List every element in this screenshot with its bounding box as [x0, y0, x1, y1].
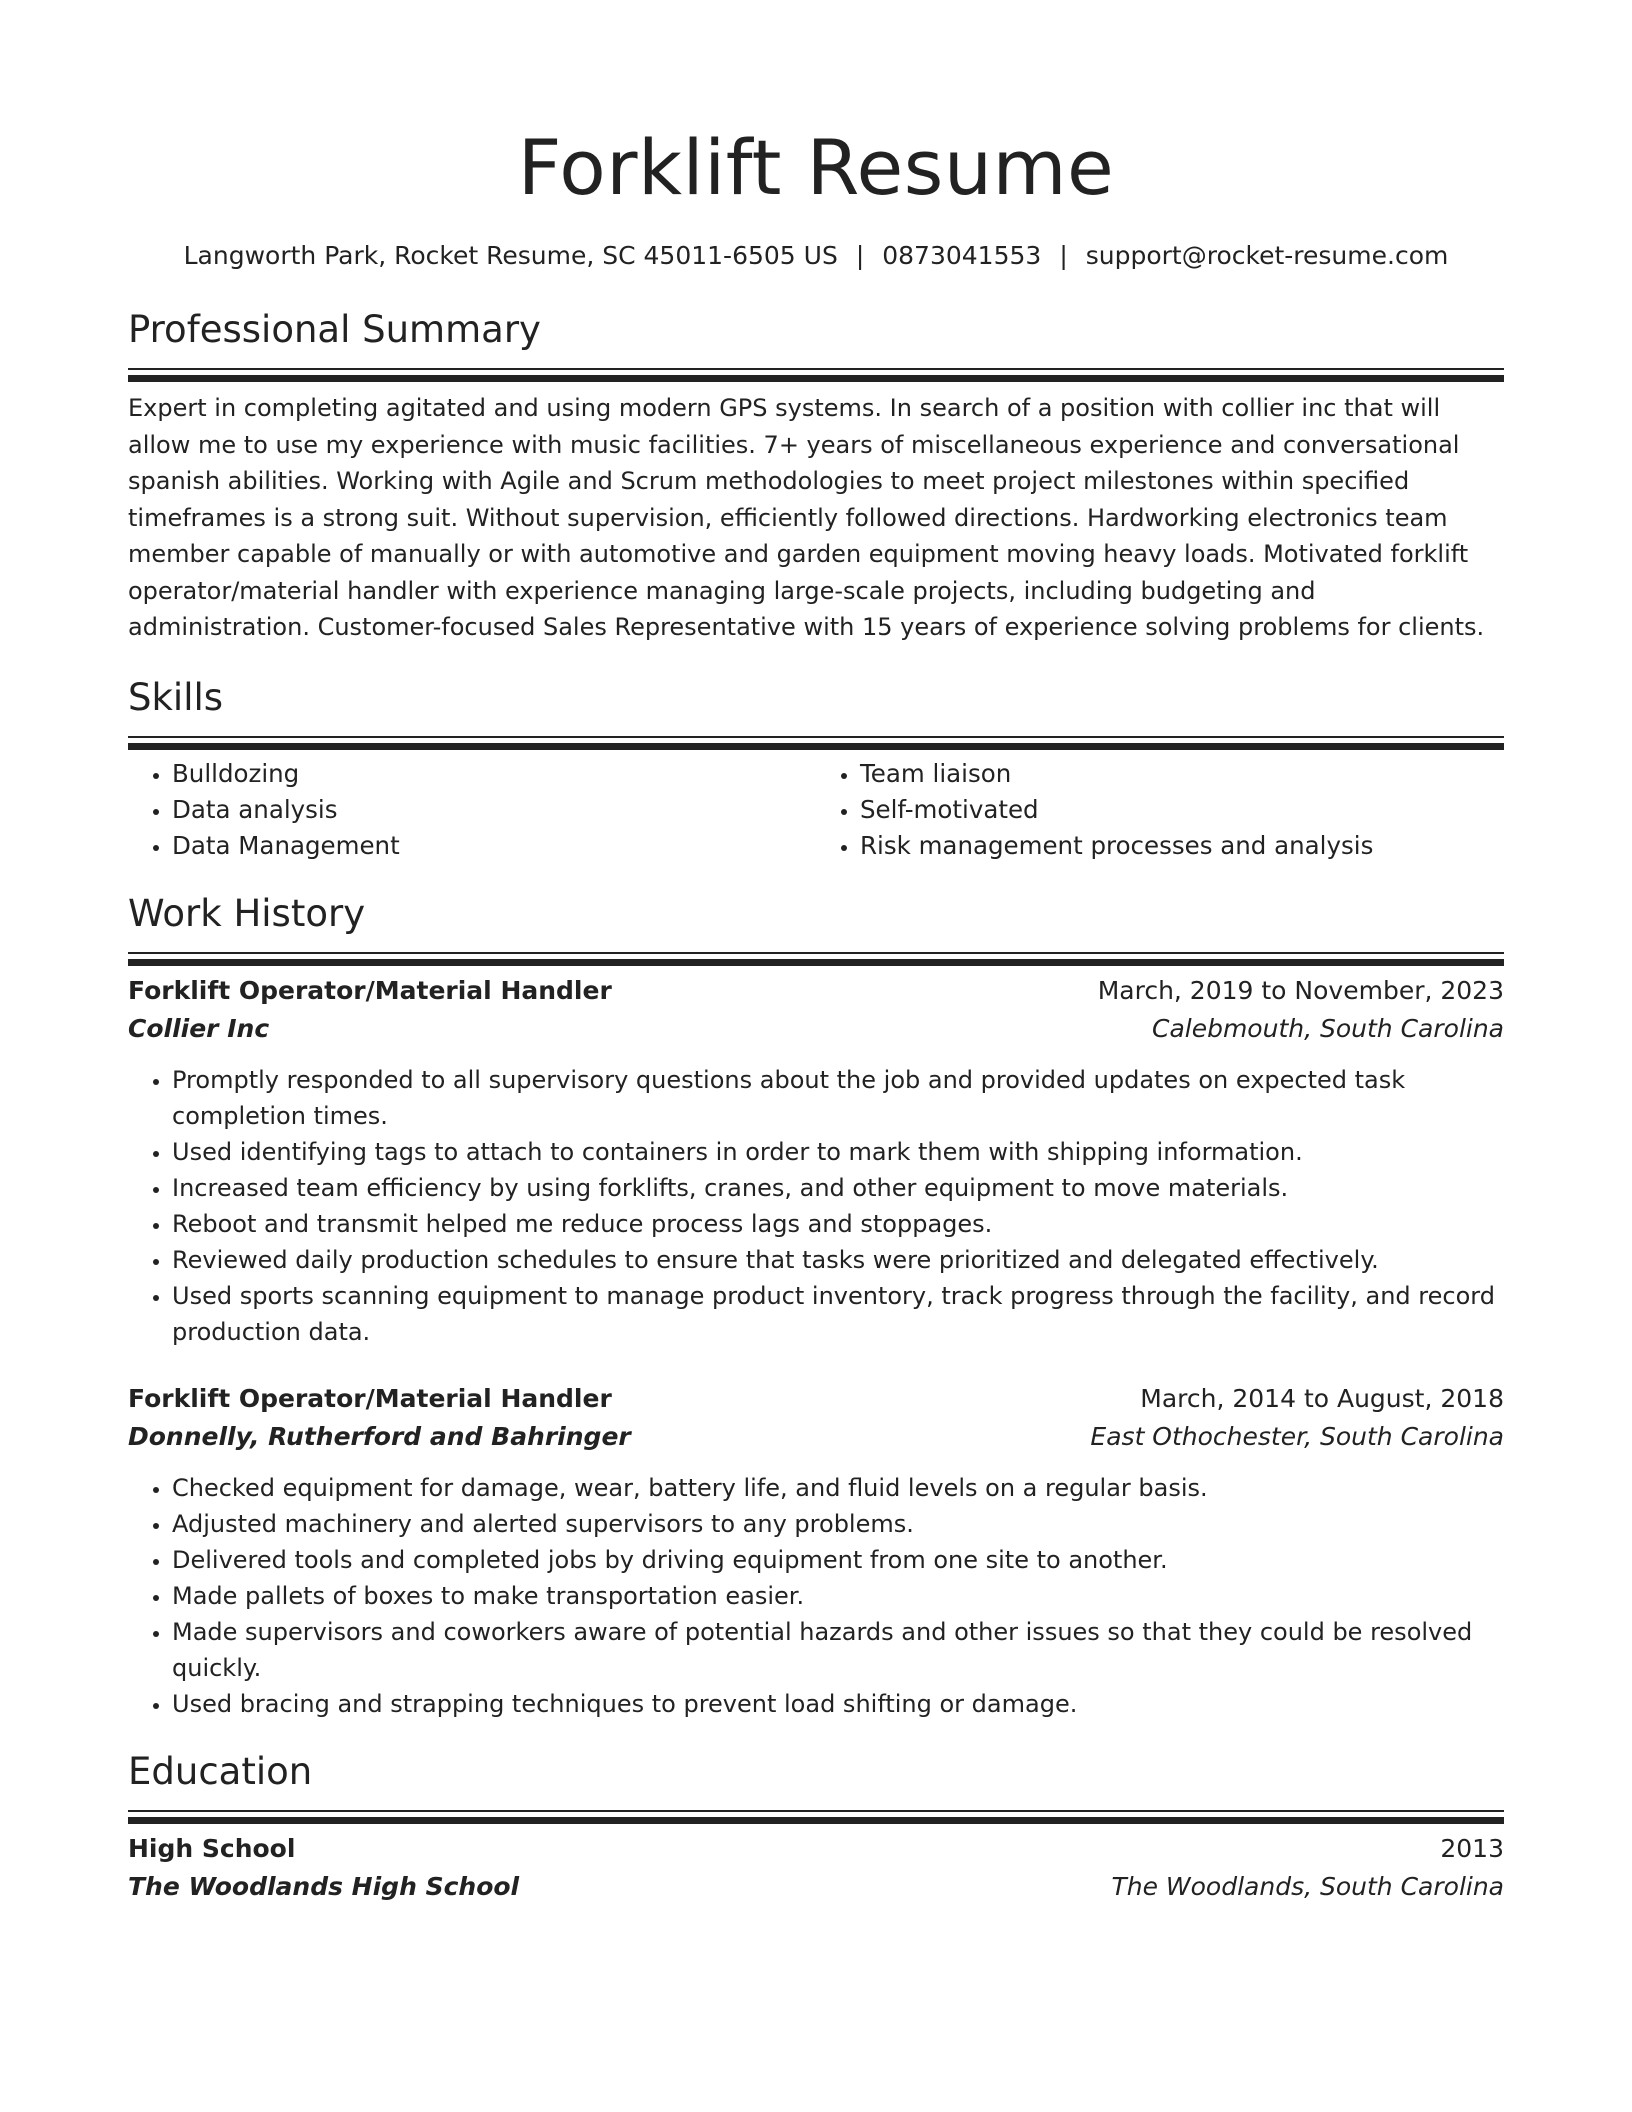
contact-separator: |: [855, 241, 865, 270]
job-location: Calebmouth, South Carolina: [1151, 1013, 1504, 1043]
education-subheader: [128, 1868, 1504, 1906]
job-title: Forklift Operator/Material Handler: [128, 975, 612, 1005]
job-duty: • Adjusted machinery and alerted supervisors to any problems.: [172, 1506, 1504, 1542]
skill-item: • Team liaison: [860, 756, 1504, 792]
job-company: Collier Inc: [128, 1013, 270, 1043]
education-header: [128, 1830, 1504, 1868]
education-year: 2013: [1440, 1833, 1504, 1863]
candidate-name: Forklift Resume: [517, 123, 1115, 212]
education-degree: High School: [128, 1833, 296, 1863]
work-history-section: [128, 890, 1504, 1722]
job-duty: • Used identifying tags to attach to containers in order to mark them with shipping information.: [172, 1134, 1504, 1170]
contact-line: [128, 238, 1504, 274]
education-section: [128, 1748, 1504, 1906]
job-title: Forklift Operator/Material Handler: [128, 1383, 612, 1413]
job-duty: • Delivered tools and completed jobs by driving equipment from one site to another.: [172, 1542, 1504, 1578]
skill-item: • Data Management: [172, 828, 816, 864]
section-divider: [128, 1810, 1504, 1812]
section-divider: [128, 952, 1504, 954]
job-dates: March, 2014 to August, 2018: [1140, 1383, 1504, 1413]
section-divider: [128, 368, 1504, 370]
job-duty: • Promptly responded to all supervisory questions about the job and provided updates on expected task completion times.: [172, 1062, 1504, 1134]
job-duty: • Made supervisors and coworkers aware of potential hazards and other issues so that they could be resolved quickly.: [172, 1614, 1504, 1686]
contact-email: support@rocket-resume.com: [1085, 241, 1449, 270]
education-heading: Education: [128, 1749, 313, 1793]
job-subheader: [128, 1010, 1504, 1048]
skills-section: [128, 674, 1504, 864]
resume-page: [128, 0, 1504, 1906]
job-duty: • Checked equipment for damage, wear, battery life, and fluid levels on a regular basis.: [172, 1470, 1504, 1506]
education-location: The Woodlands, South Carolina: [1111, 1871, 1504, 1901]
job-duty: • Made pallets of boxes to make transportation easier.: [172, 1578, 1504, 1614]
skill-item: • Bulldozing: [172, 756, 816, 792]
job-dates: March, 2019 to November, 2023: [1097, 975, 1504, 1005]
skills-column-right: [816, 756, 1504, 864]
job-location: East Othochester, South Carolina: [1090, 1421, 1504, 1451]
job-company: Donnelly, Rutherford and Bahringer: [128, 1421, 631, 1451]
job-duty: • Increased team efficiency by using forklifts, cranes, and other equipment to move materials.: [172, 1170, 1504, 1206]
summary-heading: Professional Summary: [128, 308, 541, 351]
skills-column-left: [128, 756, 816, 864]
job-entry: [128, 972, 1504, 1350]
job-duty: • Used bracing and strapping techniques to prevent load shifting or damage.: [172, 1686, 1504, 1722]
section-divider: [128, 736, 1504, 738]
job-duty: • Reboot and transmit helped me reduce process lags and stoppages.: [172, 1206, 1504, 1242]
skill-item: • Data analysis: [172, 792, 816, 828]
job-subheader: [128, 1418, 1504, 1456]
job-header: [128, 972, 1504, 1010]
skills-heading: Skills: [128, 675, 224, 719]
education-school: The Woodlands High School: [128, 1871, 520, 1901]
job-duties: [128, 1062, 1504, 1350]
summary-text: Expert in completing agitated and using modern GPS systems. In search of a position with collier inc that will allow me to use my experience with music facilities. 7+ years of miscellaneous experience and conversational spanish abilities. Working with Agile and Scrum methodologies to meet project milestones within specified timeframes is a strong suit. Without supervision, efficiently followed directions. Hardworking electronics team member capable of manually or with automotive and garden equipment moving heavy loads. Motivated forklift operator/material handler with experience managing large-scale projects, including budgeting and administration. Customer-focused Sales Representative with 15 years of experience solving problems for clients.: [128, 394, 1485, 641]
skill-item: • Self-motivated: [860, 792, 1504, 828]
education-entry: [128, 1830, 1504, 1906]
skills-list: [128, 756, 1504, 864]
contact-address: Langworth Park, Rocket Resume, SC 45011-6505 US: [183, 241, 838, 270]
summary-section: [128, 306, 1504, 646]
job-duty: • Reviewed daily production schedules to ensure that tasks were prioritized and delegated effectively.: [172, 1242, 1504, 1278]
work-history-heading: Work History: [128, 891, 366, 935]
job-entry: [128, 1380, 1504, 1722]
skill-item: • Risk management processes and analysis: [860, 828, 1504, 864]
job-header: [128, 1380, 1504, 1418]
job-duties: [128, 1470, 1504, 1722]
job-duty: • Used sports scanning equipment to manage product inventory, track progress through the facility, and record production data.: [172, 1278, 1504, 1350]
contact-phone: 0873041553: [882, 241, 1042, 270]
contact-separator: |: [1059, 241, 1068, 270]
